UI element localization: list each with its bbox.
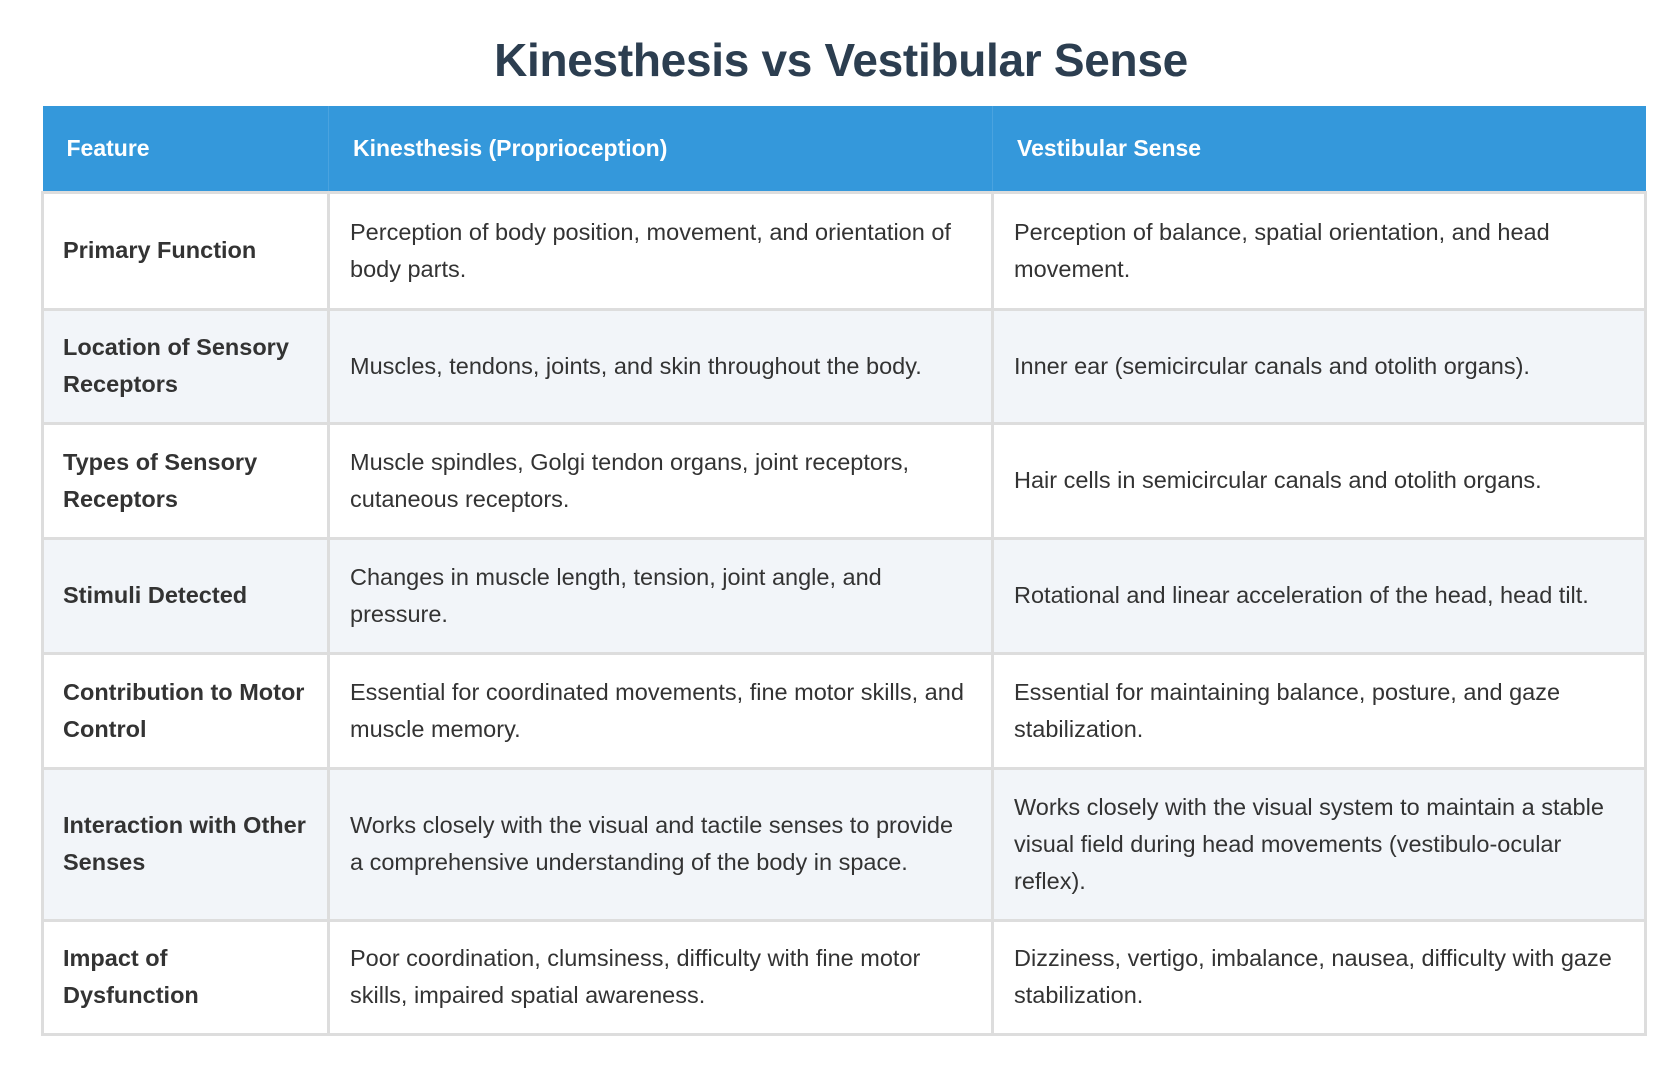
kinesthesis-cell: Changes in muscle length, tension, joint angle, and pressure. bbox=[329, 538, 993, 653]
vestibular-cell: Rotational and linear acceleration of the head, head tilt. bbox=[993, 538, 1646, 653]
comparison-table bbox=[41, 106, 1647, 1036]
feature-cell: Interaction with Other Senses bbox=[43, 768, 329, 920]
table-row bbox=[43, 538, 1646, 653]
feature-cell: Stimuli Detected bbox=[43, 538, 329, 653]
header-vestibular: Vestibular Sense bbox=[993, 106, 1646, 192]
table-row bbox=[43, 192, 1646, 309]
feature-cell: Location of Sensory Receptors bbox=[43, 309, 329, 423]
table-row bbox=[43, 653, 1646, 768]
table-row bbox=[43, 920, 1646, 1034]
vestibular-cell: Hair cells in semicircular canals and otolith organs. bbox=[993, 423, 1646, 538]
table-body bbox=[43, 192, 1646, 1034]
feature-cell: Contribution to Motor Control bbox=[43, 653, 329, 768]
table-header bbox=[43, 106, 1646, 192]
vestibular-cell: Works closely with the visual system to maintain a stable visual field during head movements (vestibulo-ocular reflex). bbox=[993, 768, 1646, 920]
kinesthesis-cell: Works closely with the visual and tactile senses to provide a comprehensive understanding of the body in space. bbox=[329, 768, 993, 920]
vestibular-cell: Essential for maintaining balance, posture, and gaze stabilization. bbox=[993, 653, 1646, 768]
table-row bbox=[43, 309, 1646, 423]
page-title: Kinesthesis vs Vestibular Sense bbox=[494, 34, 1188, 86]
kinesthesis-cell: Essential for coordinated movements, fine motor skills, and muscle memory. bbox=[329, 653, 993, 768]
table-row bbox=[43, 768, 1646, 920]
header-feature: Feature bbox=[43, 106, 329, 192]
feature-cell: Types of Sensory Receptors bbox=[43, 423, 329, 538]
vestibular-cell: Dizziness, vertigo, imbalance, nausea, difficulty with gaze stabilization. bbox=[993, 920, 1646, 1034]
header-row bbox=[43, 106, 1646, 192]
comparison-table-container bbox=[41, 106, 1644, 1036]
vestibular-cell: Inner ear (semicircular canals and otolith organs). bbox=[993, 309, 1646, 423]
kinesthesis-cell: Muscle spindles, Golgi tendon organs, joint receptors, cutaneous receptors. bbox=[329, 423, 993, 538]
feature-cell: Impact of Dysfunction bbox=[43, 920, 329, 1034]
feature-cell: Primary Function bbox=[43, 192, 329, 309]
kinesthesis-cell: Perception of body position, movement, and orientation of body parts. bbox=[329, 192, 993, 309]
kinesthesis-cell: Poor coordination, clumsiness, difficulty with fine motor skills, impaired spatial awareness. bbox=[329, 920, 993, 1034]
header-kinesthesis: Kinesthesis (Proprioception) bbox=[329, 106, 993, 192]
vestibular-cell: Perception of balance, spatial orientation, and head movement. bbox=[993, 192, 1646, 309]
kinesthesis-cell: Muscles, tendons, joints, and skin throughout the body. bbox=[329, 309, 993, 423]
table-row bbox=[43, 423, 1646, 538]
